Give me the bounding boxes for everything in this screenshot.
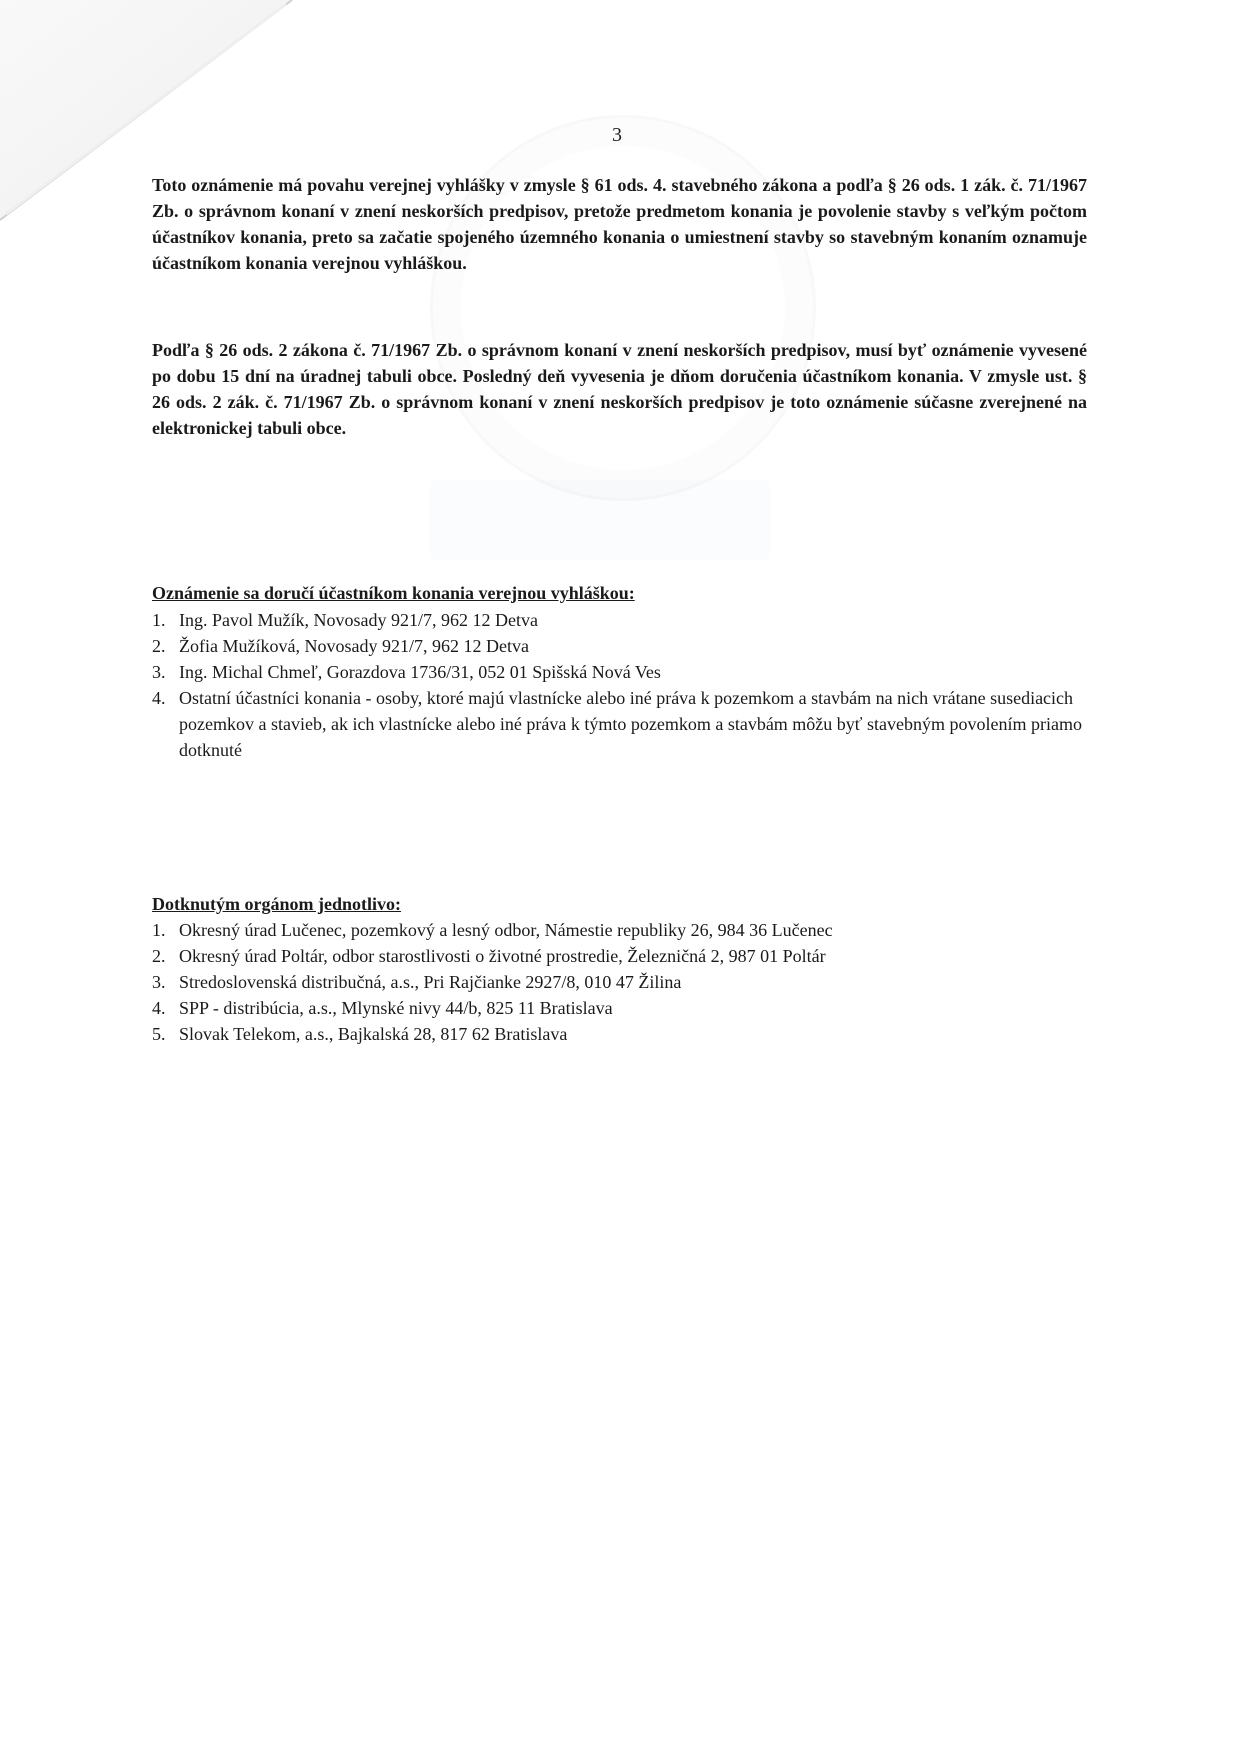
authorities-heading: Dotknutým orgánom jednotlivo: (152, 894, 402, 914)
list-number: 4. (152, 688, 166, 708)
list-text: Žofia Mužíková, Novosady 921/7, 962 12 Detva (179, 636, 529, 656)
list-item (152, 633, 1092, 659)
list-text: Okresný úrad Poltár, odbor starostlivosti o životné prostredie, Železničná 2, 987 01 Poltár (179, 946, 826, 966)
list-number: 4. (152, 998, 166, 1018)
list-text: Slovak Telekom, a.s., Bajkalská 28, 817 62 Bratislava (179, 1024, 568, 1044)
list-item (152, 659, 1092, 685)
list-item (152, 943, 1092, 969)
list-item (152, 969, 1092, 995)
list-number: 1. (152, 920, 166, 940)
list-text: Ing. Michal Chmeľ, Gorazdova 1736/31, 052 01 Spišská Nová Ves (179, 662, 661, 682)
list-item (152, 995, 1092, 1021)
list-number: 2. (152, 636, 166, 656)
list-text: Ostatní účastníci konania - osoby, ktoré majú vlastnícke alebo iné práva k pozemkom a stavbám na nich vrátane susediacich pozemkov a stavieb, ak ich vlastnícke alebo iné práva k týmto pozemkom a stavbám môžu byť stavebným povolením priamo dotknuté (179, 688, 1082, 760)
list-item (152, 685, 1092, 763)
public-notice-paragraph: Toto oznámenie má povahu verejnej vyhlášky v zmysle § 61 ods. 4. stavebného zákona a podľa § 26 ods. 1 zák. č. 71/1967 Zb. o správnom konaní v znení neskorších predpisov, pretože predmetom konania je povolenie stavby s veľkým počtom účastníkov konania, preto sa začatie spojeného územného konania o umiestnení stavby so stavebným konaním oznamuje účastníkom konania verejnou vyhláškou. (152, 175, 1087, 273)
bleed-through-text-band (430, 480, 770, 560)
posting-period-paragraph: Podľa § 26 ods. 2 zákona č. 71/1967 Zb. o správnom konaní v znení neskorších predpisov, musí byť oznámenie vyvesené po dobu 15 dní na úradnej tabuli obce. Posledný deň vyvesenia je dňom doručenia účastníkom konania. V zmysle ust. § 26 ods. 2 zák. č. 71/1967 Zb. o správnom konaní v znení neskorších predpisov je toto oznámenie súčasne zverejnené na elektronickej tabuli obce. (152, 340, 1087, 438)
list-text: SPP - distribúcia, a.s., Mlynské nivy 44/b, 825 11 Bratislava (179, 998, 613, 1018)
participants-list (152, 607, 1092, 763)
list-number: 1. (152, 610, 166, 630)
list-text: Stredoslovenská distribučná, a.s., Pri Rajčianke 2927/8, 010 47 Žilina (179, 972, 682, 992)
list-item (152, 607, 1092, 633)
list-text: Ing. Pavol Mužík, Novosady 921/7, 962 12 Detva (179, 610, 538, 630)
list-text: Okresný úrad Lučenec, pozemkový a lesný odbor, Námestie republiky 26, 984 36 Lučenec (179, 920, 833, 940)
list-number: 5. (152, 1024, 166, 1044)
page-number: 3 (612, 124, 622, 146)
authorities-list (152, 917, 1092, 1047)
participants-heading: Oznámenie sa doručí účastníkom konania verejnou vyhláškou: (152, 583, 635, 603)
list-number: 2. (152, 946, 166, 966)
list-item (152, 1021, 1092, 1047)
list-number: 3. (152, 662, 166, 682)
list-number: 3. (152, 972, 166, 992)
list-item (152, 917, 1092, 943)
